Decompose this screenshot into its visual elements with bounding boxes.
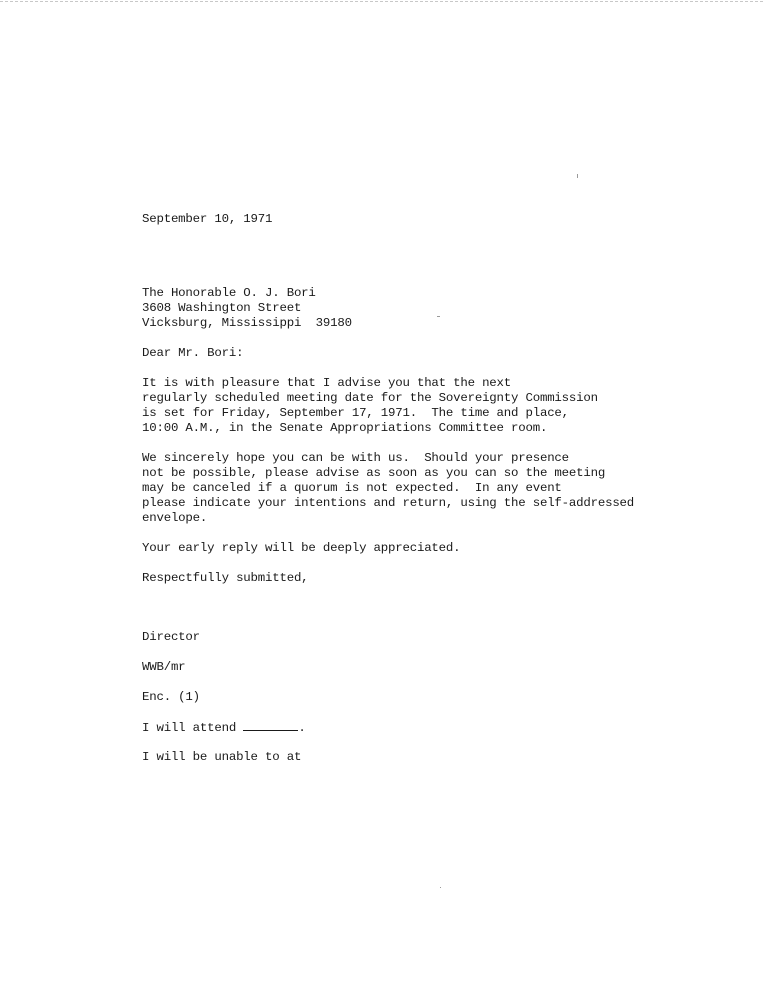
salutation: Dear Mr. Bori: [142,346,244,360]
signer-title: Director [142,630,200,644]
attend-response [142,720,702,735]
scan-speck [440,887,441,888]
paragraph-line: may be canceled if a quorum is not expected. In any event [142,481,562,495]
address-line: 3608 Washington Street [142,301,302,315]
address-line: The Honorable O. J. Bori [142,286,316,300]
paragraph-reply: Your early reply will be deeply appreciated. [142,541,461,555]
letter-date: September 10, 1971 [142,212,273,226]
paragraph-attendance-request [142,451,702,526]
paragraph-line: regularly scheduled meeting date for the Sovereignty Commission [142,391,598,405]
attend-blank [243,720,298,731]
attend-period: . [298,721,306,735]
scan-speck [577,174,578,178]
paragraph-line: 10:00 A.M., in the Senate Appropriations Committee room. [142,421,548,435]
paragraph-line: envelope. [142,511,208,525]
enclosure-note: Enc. (1) [142,690,200,704]
closing: Respectfully submitted, [142,571,309,585]
attend-label: I will attend [142,721,244,735]
paragraph-line: We sincerely hope you can be with us. Should your presence [142,451,569,465]
typist-initials: WWB/mr [142,660,186,674]
paragraph-meeting-notice [142,376,702,436]
paragraph-line: not be possible, please advise as soon as you can so the meeting [142,466,606,480]
paragraph-line: It is with pleasure that I advise you that the next [142,376,512,390]
recipient-address [142,286,702,331]
top-edge-rule [0,1,763,2]
address-line: Vicksburg, Mississippi 39180 [142,316,352,330]
paragraph-line: please indicate your intentions and return, using the self-addressed [142,496,635,510]
letter-body [142,212,702,765]
unable-response: I will be unable to at [142,750,302,764]
paragraph-line: is set for Friday, September 17, 1971. The time and place, [142,406,569,420]
